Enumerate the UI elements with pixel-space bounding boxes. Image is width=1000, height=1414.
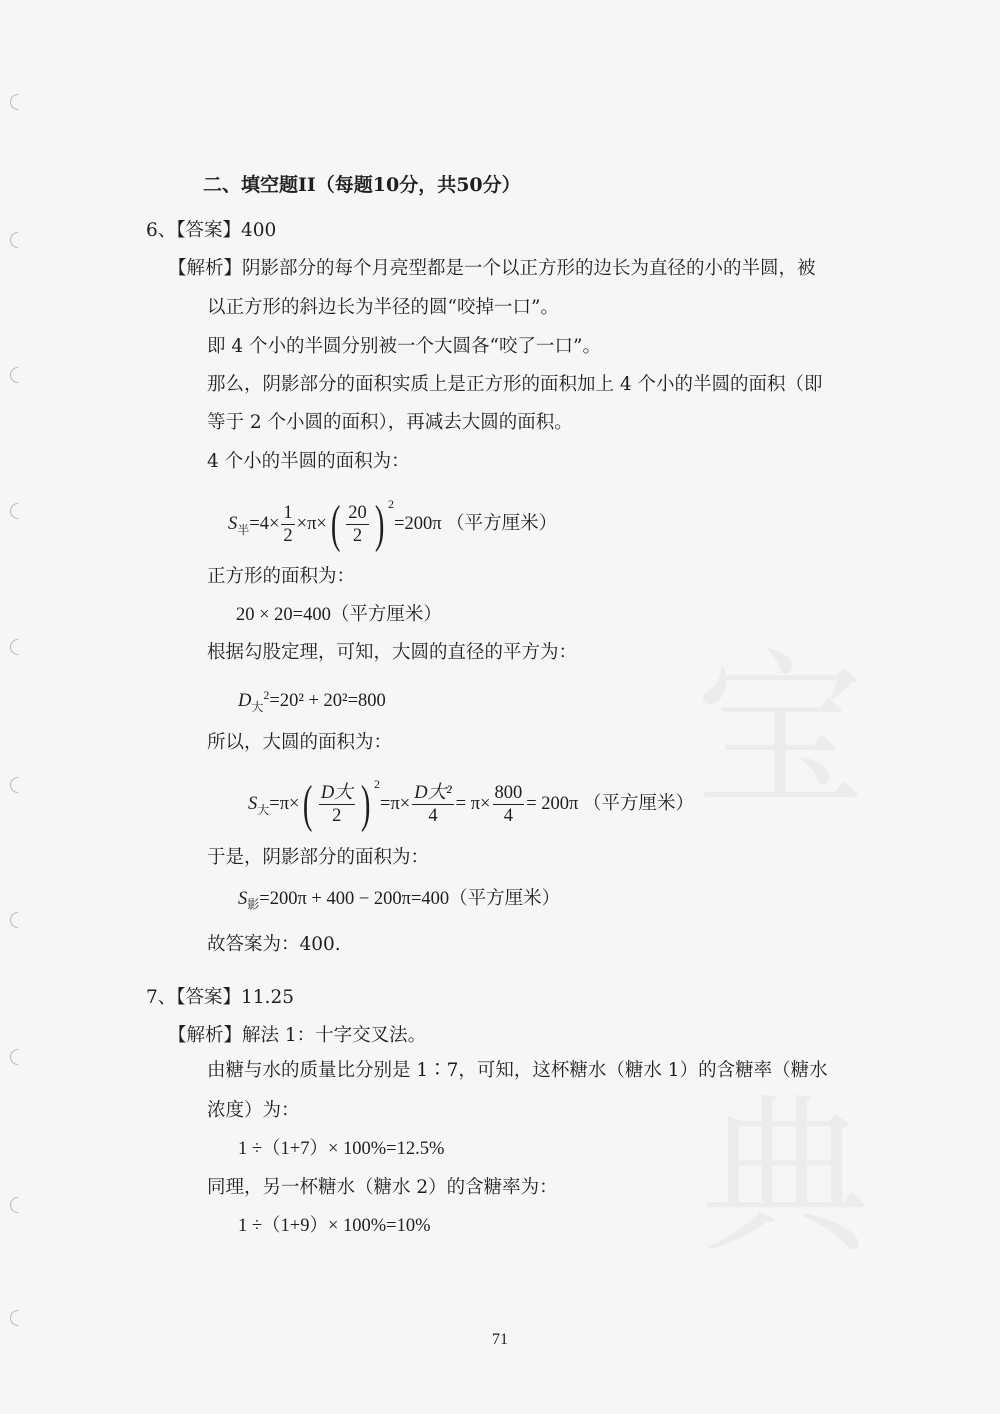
binder-hole xyxy=(10,503,18,519)
binder-hole xyxy=(10,1049,18,1065)
formula-exponent: 2 xyxy=(263,688,270,702)
watermark-char: 宝 xyxy=(695,634,866,832)
fraction-denominator: 2 xyxy=(332,806,342,827)
formula-subscript: 半 xyxy=(237,522,250,537)
fraction xyxy=(346,502,369,547)
formula-unit: （平方厘米） xyxy=(583,793,695,815)
formula-symbol: S xyxy=(248,794,258,815)
formula-text: ×π× xyxy=(296,514,327,535)
formula-subscript: 大 xyxy=(251,699,264,714)
q6-analysis-line: 于是，阴影部分的面积为： xyxy=(207,847,430,868)
binder-hole xyxy=(10,1310,18,1326)
binder-hole xyxy=(10,1197,18,1213)
formula-text: = π× xyxy=(455,794,491,815)
binder-hole xyxy=(10,367,18,383)
formula-shaded-area xyxy=(238,886,560,918)
q6-analysis-line: 等于 2 个小圆的面积），再减去大圆的面积。 xyxy=(207,412,573,433)
fraction-denominator: 2 xyxy=(352,526,363,547)
formula-text: =20² + 20²=800 xyxy=(269,691,386,712)
q6-analysis-line: 以正方形的斜边长为半径的圆“咬掉一口”。 xyxy=(207,297,559,318)
formula-semicircle-area: $S_半=4\times$ $\frac{1}{2}$ ×π×( $\frac{20}{2}$ ) $^2$=200π （平方厘米） xyxy=(228,495,558,553)
formula-text: =200π + 400 − 200π=400（平方厘米） xyxy=(259,889,561,909)
binder-hole xyxy=(10,94,18,110)
fraction xyxy=(319,782,355,827)
fraction xyxy=(412,782,453,827)
formula-diameter xyxy=(238,682,386,720)
q7-analysis-line: 同理，另一杯糖水（糖水 2）的含糖率为： xyxy=(207,1177,558,1198)
q6-analysis-line: 那么，阴影部分的面积实质上是正方形的面积加上 4 个小的半圆的面积（即 xyxy=(207,374,823,395)
binder-hole xyxy=(10,912,18,928)
q6-analysis-line: 【解析】阴影部分的每个月亮型都是一个以正方形的边长为直径的小的半圆，被 xyxy=(168,258,816,279)
q6-analysis-line: 所以，大圆的面积为： xyxy=(207,732,393,753)
formula-unit: （平方厘米） xyxy=(446,513,558,535)
page-number: 71 xyxy=(492,1331,508,1348)
q7-analysis-line: 【解析】解法 1：十字交叉法。 xyxy=(168,1025,427,1046)
formula-text: =π× xyxy=(380,794,411,815)
formula-text: =π× xyxy=(269,794,300,815)
fraction-numerator: 1 xyxy=(283,503,293,524)
formula-subscript: 影 xyxy=(247,897,260,912)
fraction-denominator: 4 xyxy=(428,806,438,827)
q6-analysis-line: 即 4 个小的半圆分别被一个大圆各“咬了一口”。 xyxy=(207,336,601,357)
q7-analysis-line: 浓度）为： xyxy=(207,1100,300,1121)
formula-symbol: S xyxy=(238,889,248,909)
fraction-numerator: D大 xyxy=(320,783,353,804)
watermark-char: 典 xyxy=(700,1079,871,1277)
formula-symbol: D xyxy=(238,691,252,712)
formula-large-circle-area: $S_大=\pi\times$( $\frac{\text{D大}}{2}$ ) $^2$=π× $\frac{\text{D大²}}{4}$ = π× $\frac{800}{4}$ = 200π （平方厘米） xyxy=(248,775,695,833)
formula-symbol: S xyxy=(228,514,238,535)
formula-text: = 200π xyxy=(526,794,579,815)
q6-conclusion: 故答案为：400. xyxy=(207,934,341,955)
fraction xyxy=(493,782,525,827)
fraction-numerator: 20 xyxy=(348,503,367,524)
fraction-denominator: 2 xyxy=(283,526,293,547)
q6-answer: 6、【答案】400 xyxy=(146,220,277,241)
binder-hole xyxy=(10,777,18,793)
q7-answer: 7、【答案】11.25 xyxy=(146,987,294,1008)
formula-exponent: 2 xyxy=(374,777,381,791)
binder-hole xyxy=(10,232,18,248)
formula-text: =200π xyxy=(394,514,442,535)
q7-analysis-line: 由糖与水的质量比分别是 1∶7，可知，这杯糖水（糖水 1）的含糖率（糖水 xyxy=(207,1060,828,1081)
fraction-numerator: D大² xyxy=(414,783,452,804)
fraction-denominator: 4 xyxy=(503,806,513,827)
q6-analysis-line: 正方形的面积为： xyxy=(207,566,356,587)
binder-hole xyxy=(10,639,18,655)
formula-exponent: 2 xyxy=(388,497,395,511)
fraction xyxy=(281,502,294,547)
fraction-numerator: 800 xyxy=(494,783,523,804)
q6-analysis-line: 4 个小的半圆的面积为： xyxy=(207,451,410,472)
q6-analysis-line: 根据勾股定理，可知，大圆的直径的平方为： xyxy=(207,642,578,663)
formula-concentration-1: 1 ÷（1+7）× 100%=12.5% xyxy=(238,1139,445,1159)
formula-subscript: 大 xyxy=(257,802,270,817)
section-title: 二、填空题II（每题10分，共50分） xyxy=(203,174,521,196)
formula-square-area: 20 × 20=400（平方厘米） xyxy=(236,605,442,625)
formula-text: =4× xyxy=(249,514,280,535)
formula-concentration-2: 1 ÷（1+9）× 100%=10% xyxy=(238,1216,431,1236)
